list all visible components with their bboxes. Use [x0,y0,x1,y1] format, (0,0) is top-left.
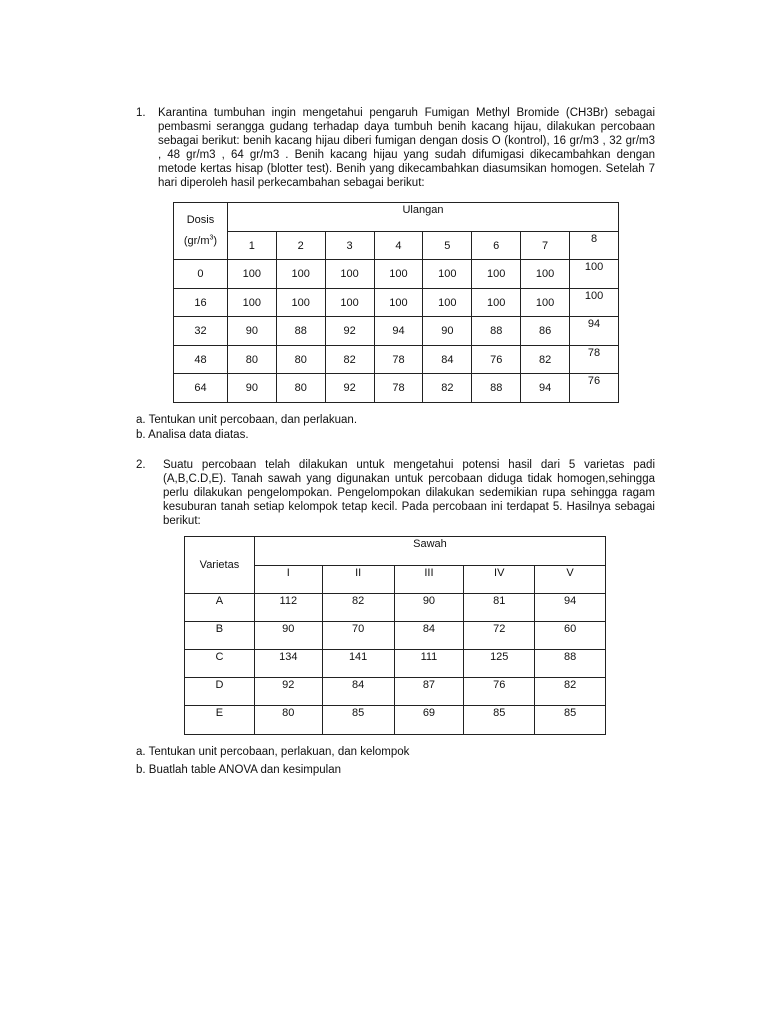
value-cell: 82 [521,346,570,374]
value-cell: 100 [570,289,619,317]
value-cell: 141 [322,650,394,678]
value-cell: 100 [276,289,325,317]
value-cell: 90 [423,317,472,346]
question-1-text: Karantina tumbuhan ingin mengetahui pengaruh Fumigan Methyl Bromide (CH3Br) sebagai pembasmi serangga gudang terhadap daya tumbuh benih kacang hijau, dilakukan percobaan sebagai berikut: benih kacang hijau diberi fumigan dengan dosis O (kontrol), 16 gr/m3 , 32 gr/m3 , 48 gr/m3 , 64 gr/m3 . Benih kacang hijau yang sudah difumigasi dikecambahkan dengan metode kertas hisap (blotter test). Benih yang dikecambahkan diasumsikan homogen. Setelah 7 hari diperoleh hasil perkecambahan sebagai berikut: [158,107,655,189]
column-header: 5 [423,232,472,260]
value-cell: 100 [325,289,374,317]
value-cell: 81 [464,594,535,622]
value-cell: 84 [322,678,394,706]
column-header: 8 [570,232,619,260]
variety-cell: B [185,622,255,650]
table-row [174,317,619,346]
value-cell: 94 [521,374,570,403]
value-cell: 100 [472,260,521,289]
value-cell: 134 [254,650,322,678]
column-header: 2 [276,232,325,260]
value-cell: 92 [325,374,374,403]
question-1-subquestion-b: b. Analisa data diatas. [136,429,249,441]
variety-cell: A [185,594,255,622]
table-row [174,374,619,403]
table-row [174,346,619,374]
value-cell: 72 [464,622,535,650]
column-header: 1 [227,232,276,260]
column-header: 3 [325,232,374,260]
table-row [185,622,606,650]
value-cell: 111 [394,650,464,678]
value-cell: 100 [423,260,472,289]
dose-cell: 0 [174,260,228,289]
question-2-subquestion-a: a. Tentukan unit percobaan, perlakuan, dan kelompok [136,746,410,758]
column-header: 4 [374,232,423,260]
value-cell: 100 [325,260,374,289]
table-row [174,260,619,289]
rice-yield-table [184,536,606,735]
value-cell: 82 [423,374,472,403]
value-cell: 94 [570,317,619,346]
value-cell: 90 [394,594,464,622]
value-cell: 90 [227,374,276,403]
question-2-text: Suatu percobaan telah dilakukan untuk mengetahui potensi hasil dari 5 varietas padi (A,B,C.D,E). Tanah sawah yang digunakan untuk percobaan diduga tidak homogen,sehingga perlu dilakukan pengelompokan. Pengelompokan dilakukan sedemikian rupa sehingga ragam kesuburan tanah setiap kelompok tetap kecil. Pada percobaan ini terdapat 5. Hasilnya sebagai berikut: [163,459,655,527]
value-cell: 100 [227,260,276,289]
value-cell: 100 [570,260,619,289]
value-cell: 100 [521,260,570,289]
value-cell: 88 [535,650,606,678]
value-cell: 80 [276,374,325,403]
value-cell: 94 [535,594,606,622]
value-cell: 88 [472,374,521,403]
variety-cell: C [185,650,255,678]
value-cell: 100 [472,289,521,317]
column-header: II [322,566,394,594]
value-cell: 100 [276,260,325,289]
value-cell: 85 [322,706,394,735]
dose-cell: 64 [174,374,228,403]
value-cell: 92 [254,678,322,706]
column-header: III [394,566,464,594]
question-2-subquestion-b: b. Buatlah table ANOVA dan kesimpulan [136,764,342,776]
question-1-number: 1. [136,107,146,119]
question-1-subquestion-a: a. Tentukan unit percobaan, dan perlakuan. [136,414,358,426]
value-cell: 70 [322,622,394,650]
table-row [185,650,606,678]
ulangan-header: Ulangan [227,203,618,232]
question-2-number: 2. [136,459,146,471]
value-cell: 92 [325,317,374,346]
value-cell: 76 [570,374,619,403]
value-cell: 100 [423,289,472,317]
variety-cell: D [185,678,255,706]
value-cell: 100 [227,289,276,317]
value-cell: 88 [276,317,325,346]
value-cell: 82 [325,346,374,374]
value-cell: 86 [521,317,570,346]
value-cell: 100 [374,289,423,317]
table-row [185,678,606,706]
value-cell: 82 [322,594,394,622]
value-cell: 94 [374,317,423,346]
value-cell: 78 [570,346,619,374]
value-cell: 85 [464,706,535,735]
sawah-header: Sawah [254,537,605,566]
value-cell: 80 [276,346,325,374]
value-cell: 85 [535,706,606,735]
column-header: 6 [472,232,521,260]
table-row [174,289,619,317]
dose-cell: 48 [174,346,228,374]
variety-cell: E [185,706,255,735]
germination-table [173,202,619,403]
dose-header: Dosis [186,214,215,227]
value-cell: 80 [227,346,276,374]
value-cell: 69 [394,706,464,735]
column-header: 7 [521,232,570,260]
value-cell: 60 [535,622,606,650]
value-cell: 76 [464,678,535,706]
value-cell: 88 [472,317,521,346]
column-header: I [254,566,322,594]
table-row [185,706,606,735]
value-cell: 84 [423,346,472,374]
dose-unit: $(gr/m^3)$ [183,234,218,247]
value-cell: 90 [227,317,276,346]
varietas-header: Varietas [185,537,255,594]
dose-cell: 32 [174,317,228,346]
value-cell: 82 [535,678,606,706]
value-cell: 84 [394,622,464,650]
column-header: V [535,566,606,594]
value-cell: 87 [394,678,464,706]
column-header: IV [464,566,535,594]
value-cell: 78 [374,346,423,374]
value-cell: 125 [464,650,535,678]
dose-header-cell [174,203,228,260]
value-cell: 100 [374,260,423,289]
value-cell: 112 [254,594,322,622]
dose-cell: 16 [174,289,228,317]
value-cell: 100 [521,289,570,317]
value-cell: 78 [374,374,423,403]
value-cell: 80 [254,706,322,735]
value-cell: 90 [254,622,322,650]
value-cell: 76 [472,346,521,374]
table-row [185,594,606,622]
